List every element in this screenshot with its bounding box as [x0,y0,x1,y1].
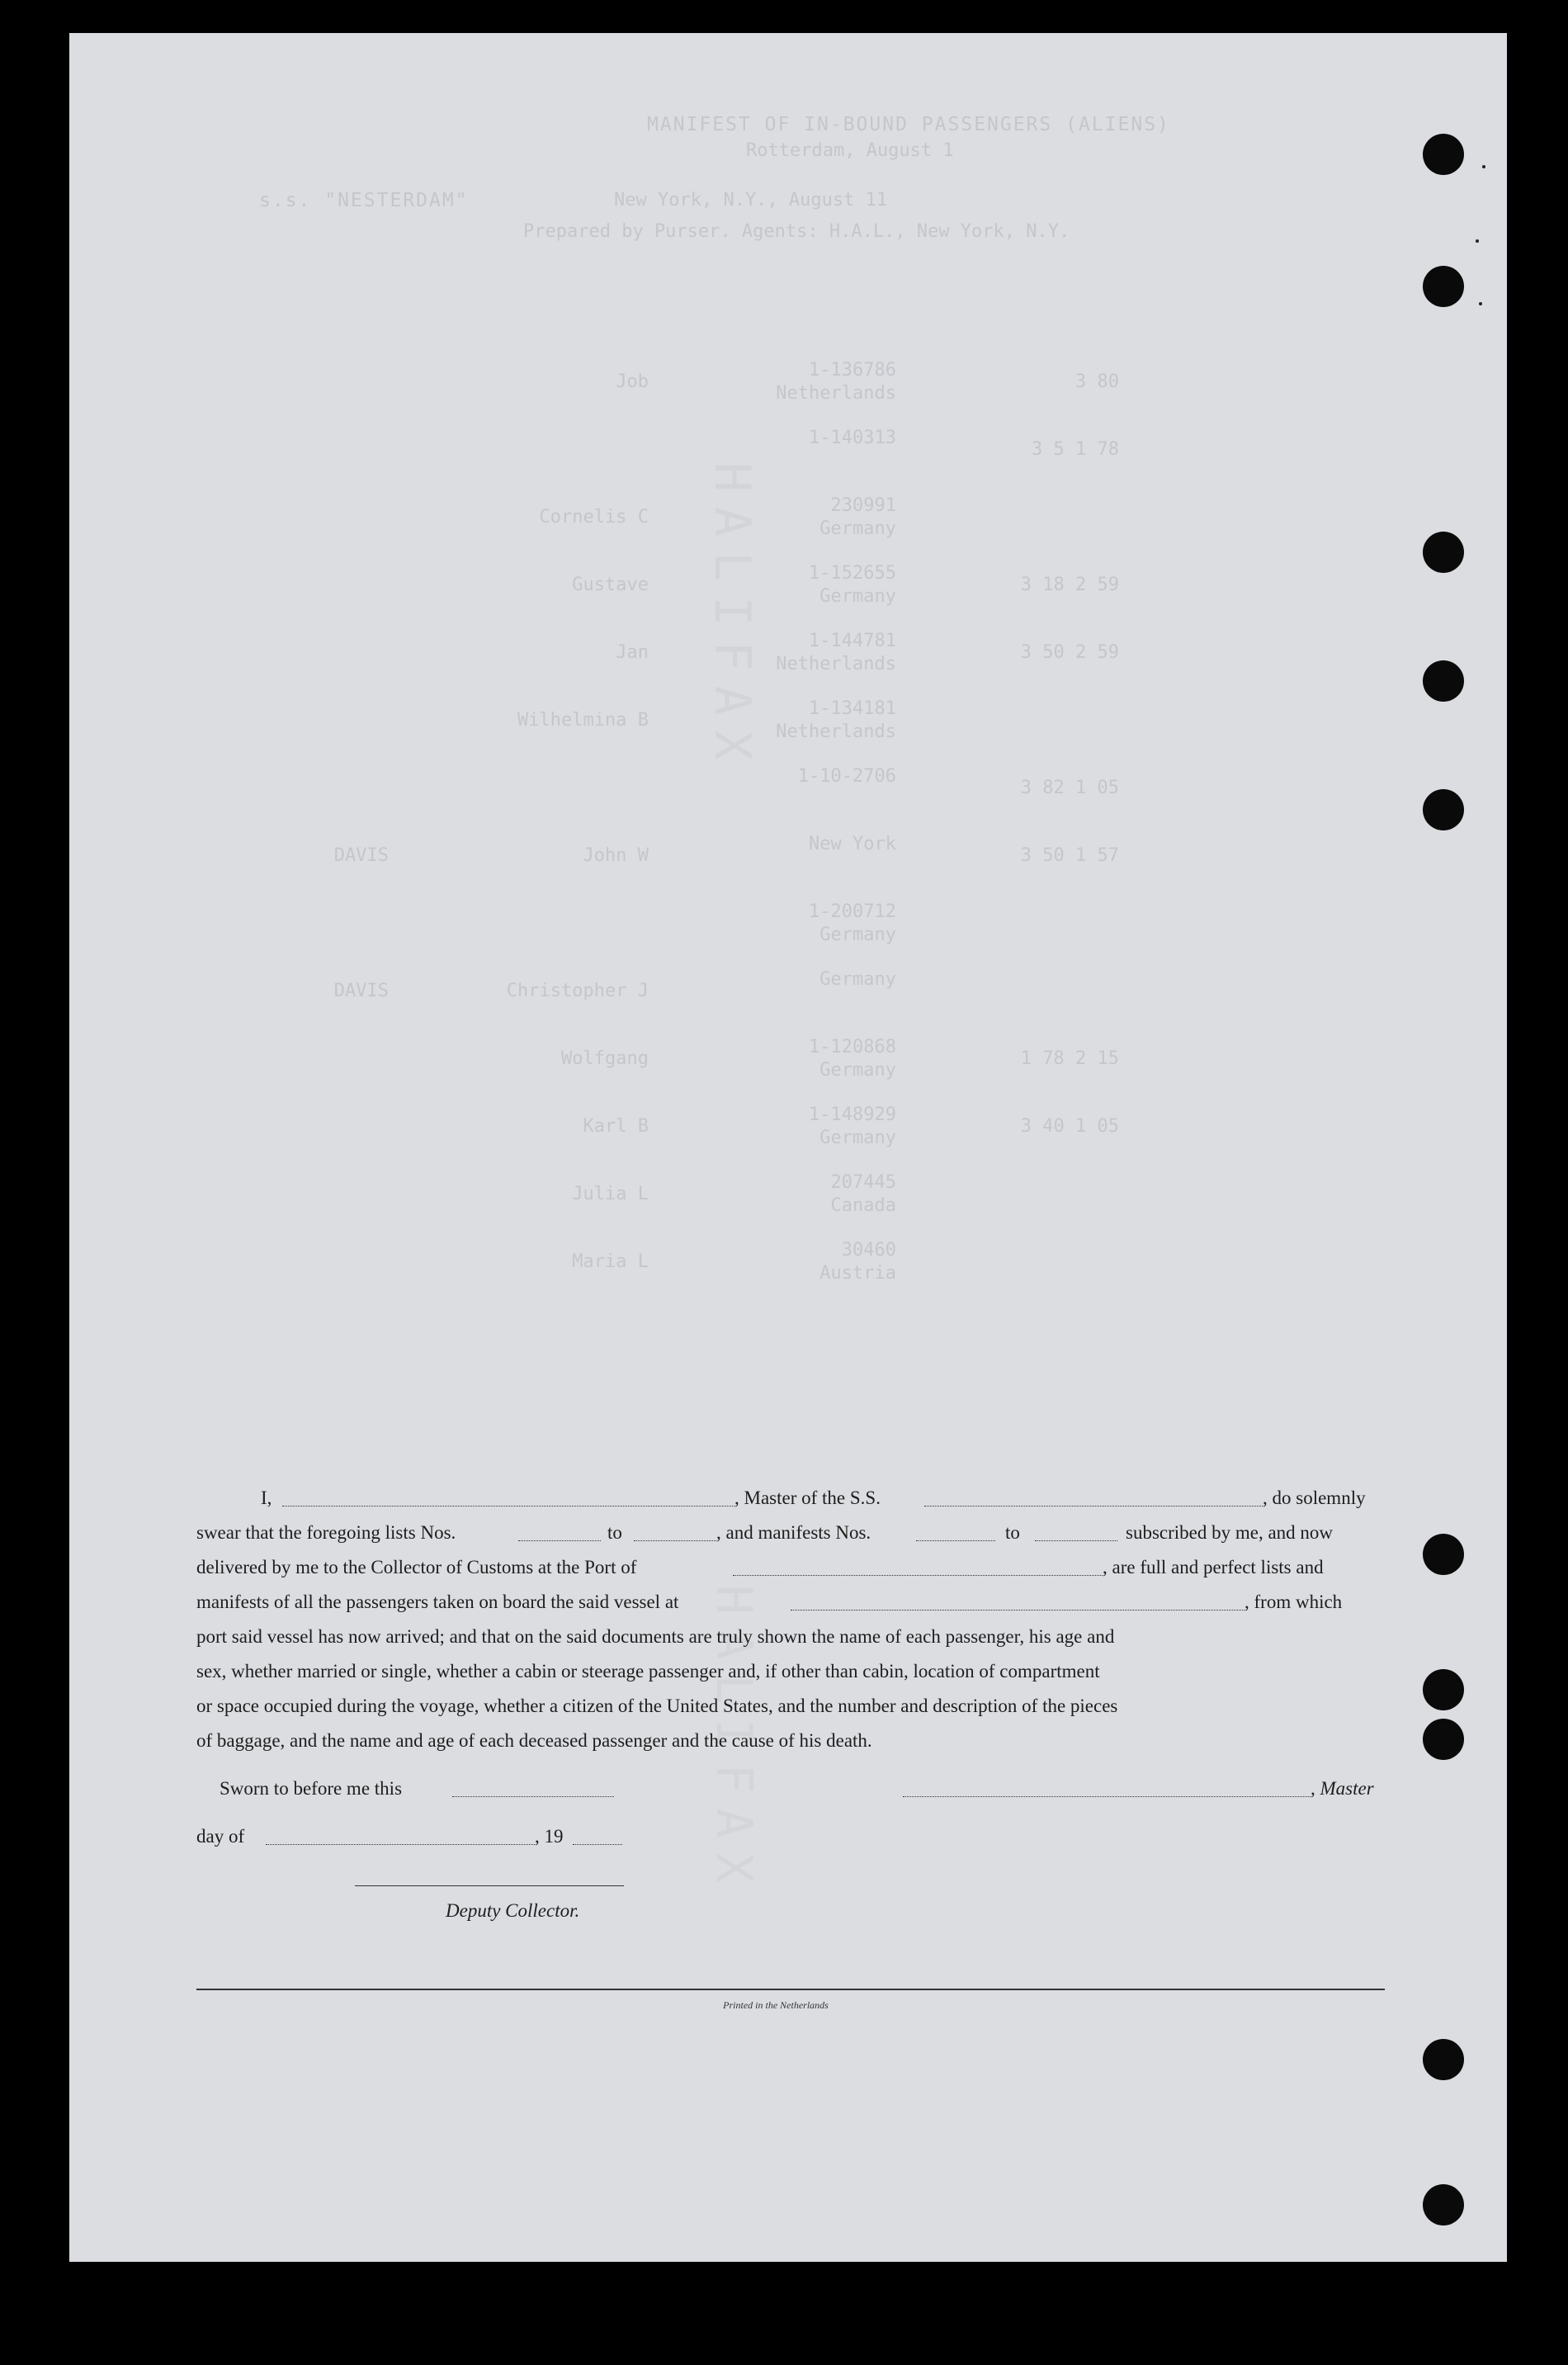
cert-text: sex, whether married or single, whether a cabin or steerage passenger and, if other than cabin, location of compartment [196,1661,1100,1682]
ghost-document: 1-152655 [809,563,896,584]
halifax-stamp: HALIFAX [703,462,761,775]
ghost-document: 1-144781 [809,631,896,651]
cert-line-8 [196,1730,1385,1755]
ghost-numbers: 3 18 2 59 [1020,575,1119,595]
punch-hole [1423,660,1464,702]
ghost-country: Netherlands [776,654,896,674]
ghost-given-name: Karl B [583,1116,649,1137]
port-field[interactable] [733,1557,1103,1576]
deputy-signature-line [196,1867,1385,1892]
manifests-to-field[interactable] [1035,1522,1117,1541]
ghost-given-name: Maria L [572,1251,649,1272]
speck [1479,302,1482,305]
punch-hole [1423,266,1464,307]
ghost-document: Germany [819,969,896,990]
punch-hole [1423,532,1464,573]
ghost-given-name: Wilhelmina B [517,710,649,731]
ghost-document: 207445 [830,1172,896,1193]
punch-hole [1423,1669,1464,1710]
punch-hole [1423,2184,1464,2225]
master-signature-field[interactable] [903,1778,1311,1797]
cert-text: , Master of the S.S. [734,1488,881,1508]
cert-text: subscribed by me, and now [1126,1522,1334,1543]
ghost-country: Austria [819,1263,896,1284]
ghost-country: Netherlands [776,721,896,742]
ghost-numbers: 3 50 1 57 [1020,845,1119,866]
ghost-given-name: Jan [616,642,649,663]
punch-hole [1423,134,1464,175]
ghost-numbers: 3 5 1 78 [1032,439,1119,460]
deputy-label-line [196,1900,1385,1925]
speck [1482,165,1485,168]
master-name-field[interactable] [282,1488,734,1507]
cert-line-1 [196,1488,1385,1512]
day-of-line [196,1826,1385,1851]
ghost-numbers: 3 82 1 05 [1020,778,1119,798]
ghost-numbers: 3 40 1 05 [1020,1116,1119,1137]
ghost-document: 230991 [830,495,896,516]
ghost-document: 1-148929 [809,1104,896,1125]
year-field[interactable] [573,1826,622,1845]
ghost-document: New York [809,834,896,854]
punch-hole [1423,2039,1464,2080]
ghost-country: Netherlands [776,383,896,404]
speck [1476,239,1479,243]
printer-imprint [0,1999,1568,2012]
ghost-document: 1-136786 [809,360,896,381]
cert-text: , Master [1311,1778,1374,1799]
ghost-country: Germany [819,925,896,945]
ghost-surname: DAVIS [333,845,389,866]
ghost-given-name: Julia L [572,1184,649,1204]
cert-line-2 [196,1522,1385,1547]
ghost-country: Germany [819,1128,896,1148]
ghost-numbers: 3 80 [1075,371,1119,392]
ghost-numbers: 3 50 2 59 [1020,642,1119,663]
sworn-line [196,1778,1385,1803]
lists-from-field[interactable] [518,1522,601,1541]
sworn-day-field[interactable] [452,1778,614,1797]
departure-port-field[interactable] [791,1592,1244,1611]
cert-line-5 [196,1626,1385,1651]
cert-text: to [607,1522,622,1543]
ghost-header: Rotterdam, August 1 [746,140,954,161]
ghost-header: s.s. "NESTERDAM" [259,190,469,211]
cert-text: delivered by me to the Collector of Customs at the Port of [196,1557,637,1577]
ghost-document: 1-200712 [809,901,896,922]
cert-line-4 [196,1592,1385,1616]
ghost-surname: DAVIS [333,981,389,1001]
deputy-collector-label: Deputy Collector. [446,1900,580,1921]
cert-text: or space occupied during the voyage, whether a citizen of the United States, and the number and description of the pieces [196,1696,1118,1716]
lists-to-field[interactable] [634,1522,716,1541]
ghost-document: 30460 [841,1240,896,1261]
month-field[interactable] [266,1826,535,1845]
cert-text: , do solemnly [1263,1488,1366,1508]
ghost-given-name: Cornelis C [539,507,649,527]
ghost-given-name: Wolfgang [561,1048,649,1069]
manifests-from-field[interactable] [916,1522,995,1541]
ghost-document: 1-10-2706 [797,766,896,787]
cert-text: port said vessel has now arrived; and that on the said documents are truly shown the name of each passenger, his age and [196,1626,1115,1647]
ghost-given-name: Gustave [572,575,649,595]
ghost-country: Germany [819,1060,896,1081]
footer-rule [196,1989,1385,1990]
ghost-given-name: John W [583,845,649,866]
cert-line-7 [196,1696,1385,1720]
cert-text: swear that the foregoing lists Nos. [196,1522,456,1543]
ghost-document: 1-120868 [809,1037,896,1057]
halifax-stamp: HALIFAX [705,1585,763,1898]
ghost-given-name: Christopher J [506,981,649,1001]
ghost-header: New York, N.Y., August 11 [614,190,888,210]
ghost-given-name: Job [616,371,649,392]
punch-hole [1423,789,1464,830]
cert-text: , 19 [535,1826,564,1847]
ghost-country: Germany [819,518,896,539]
ghost-header: MANIFEST OF IN-BOUND PASSENGERS (ALIENS) [647,114,1170,135]
ghost-document: 1-140313 [809,428,896,448]
punch-hole [1423,1719,1464,1760]
ghost-document: 1-134181 [809,698,896,719]
cert-line-3 [196,1557,1385,1582]
cert-line-6 [196,1661,1385,1686]
cert-text: I, [261,1488,272,1508]
ghost-header: Prepared by Purser. Agents: H.A.L., New York, N.Y. [523,221,1070,242]
manifest-sheet [69,33,1507,2262]
ghost-country: Canada [830,1195,896,1216]
cert-text: of baggage, and the name and age of each deceased passenger and the cause of his death. [196,1730,872,1751]
ghost-numbers: 1 78 2 15 [1020,1048,1119,1069]
cert-text: manifests of all the passengers taken on board the said vessel at [196,1592,679,1612]
ghost-country: Germany [819,586,896,607]
cert-text: , and manifests Nos. [716,1522,871,1543]
cert-text: day of [196,1826,245,1847]
cert-text: to [1005,1522,1020,1543]
cert-text: Sworn to before me this [220,1778,403,1799]
ship-name-field[interactable] [924,1488,1263,1507]
punch-hole [1423,1534,1464,1575]
printed-in-label: Printed in the Netherlands [723,1999,829,2011]
cert-text: , are full and perfect lists and [1103,1557,1324,1577]
deputy-signature-field[interactable] [355,1867,624,1886]
cert-text: , from which [1244,1592,1343,1612]
